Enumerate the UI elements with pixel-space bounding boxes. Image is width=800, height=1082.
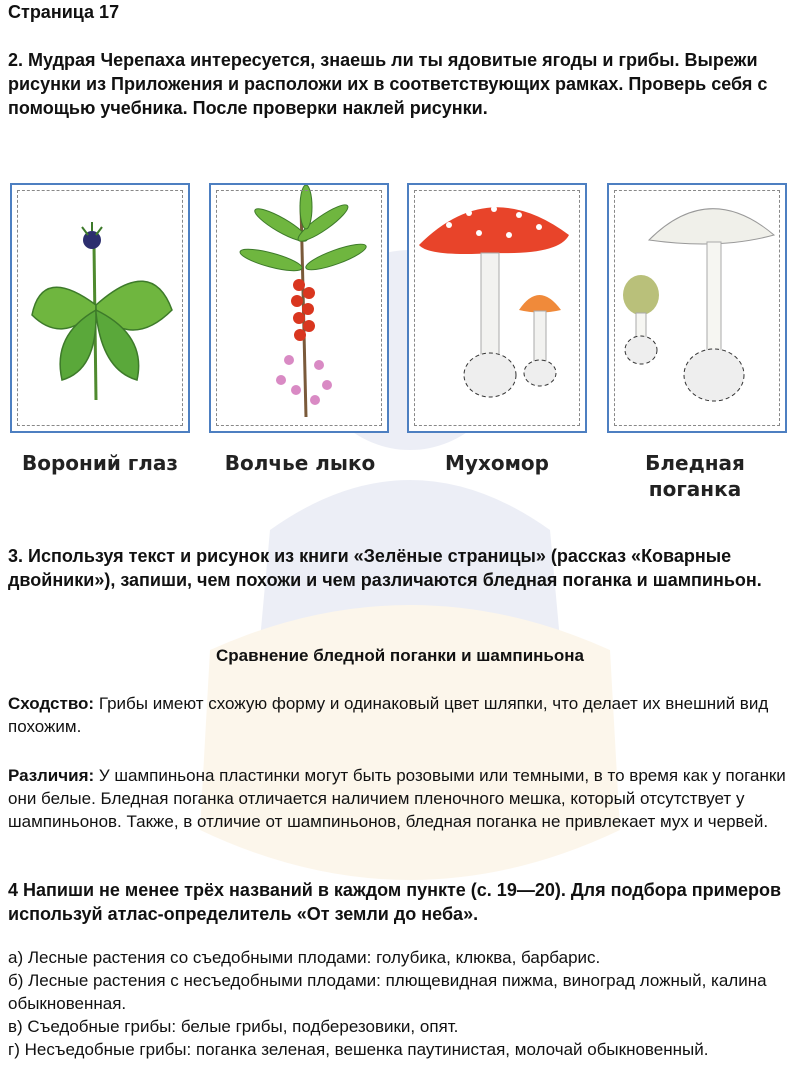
- task-2-text: 2. Мудрая Черепаха интересуется, знаешь ли ты ядовитые ягоды и грибы. Вырежи рисунки из Приложения и расположи их в соответствующих рамках. Проверь себя с помощью учебника. После проверки наклей рисунки.: [8, 50, 768, 118]
- answer-item-b: б) Лесные растения с несъедобными плодами: плющевидная пижма, виноград ложный, калина обыкновенная.: [8, 971, 767, 1013]
- card-voroniy-glaz: [10, 183, 190, 433]
- caption-voroniy-glaz: Вороний глаз: [21, 451, 179, 475]
- voroniy-glaz-illustration: [12, 185, 188, 431]
- similarity-label: Сходство:: [8, 694, 95, 713]
- caption-blednaya-poganka: Бледная поганка: [645, 451, 745, 501]
- answer-item-a: а) Лесные растения со съедобными плодами: голубика, клюква, барбарис.: [8, 948, 601, 967]
- differences-text: У шампиньона пластинки могут быть розовыми или темными, в то время как у поганки они белые. Бледная поганка отличается наличием пленочного мешка, который отсутствует у шампиньонов. Также, в отличие от шампиньонов, бледная поганка не привлекает мух и червей.: [8, 766, 786, 831]
- similarity-text: Грибы имеют схожую форму и одинаковый цвет шляпки, что делает их внешний вид похожим.: [8, 694, 769, 736]
- blednaya-poganka-illustration: [609, 185, 785, 431]
- comparison-title: Сравнение бледной поганки и шампиньона: [216, 646, 584, 665]
- card-muhomor: [407, 183, 587, 433]
- card-volchye-lyko: [209, 183, 389, 433]
- answer-item-g: г) Несъедобные грибы: поганка зеленая, вешенка паутинистая, молочай обыкновенный.: [8, 1040, 709, 1059]
- answers-list: [8, 946, 798, 1061]
- muhomor-illustration: [409, 185, 585, 431]
- differences-paragraph: [8, 764, 798, 833]
- task-3-text: 3. Используя текст и рисунок из книги «Зелёные страницы» (рассказ «Коварные двойники»), запиши, чем похожи и чем различаются бледная поганка и шампиньон.: [8, 546, 762, 590]
- task-4-text: 4 Напиши не менее трёх названий в каждом пункте (с. 19—20). Для подбора примеров используй атлас-определитель «От земли до неба».: [8, 880, 782, 924]
- answer-item-v: в) Съедобные грибы: белые грибы, подберезовики, опят.: [8, 1017, 459, 1036]
- page-title: Страница 17: [8, 2, 120, 22]
- similarity-paragraph: [8, 692, 798, 738]
- caption-muhomor: Мухомор: [445, 451, 549, 475]
- differences-label: Различия:: [8, 766, 95, 785]
- volchye-lyko-illustration: [211, 185, 387, 431]
- card-blednaya-poganka: [607, 183, 787, 433]
- caption-volchye-lyko: Волчье лыко: [224, 451, 376, 475]
